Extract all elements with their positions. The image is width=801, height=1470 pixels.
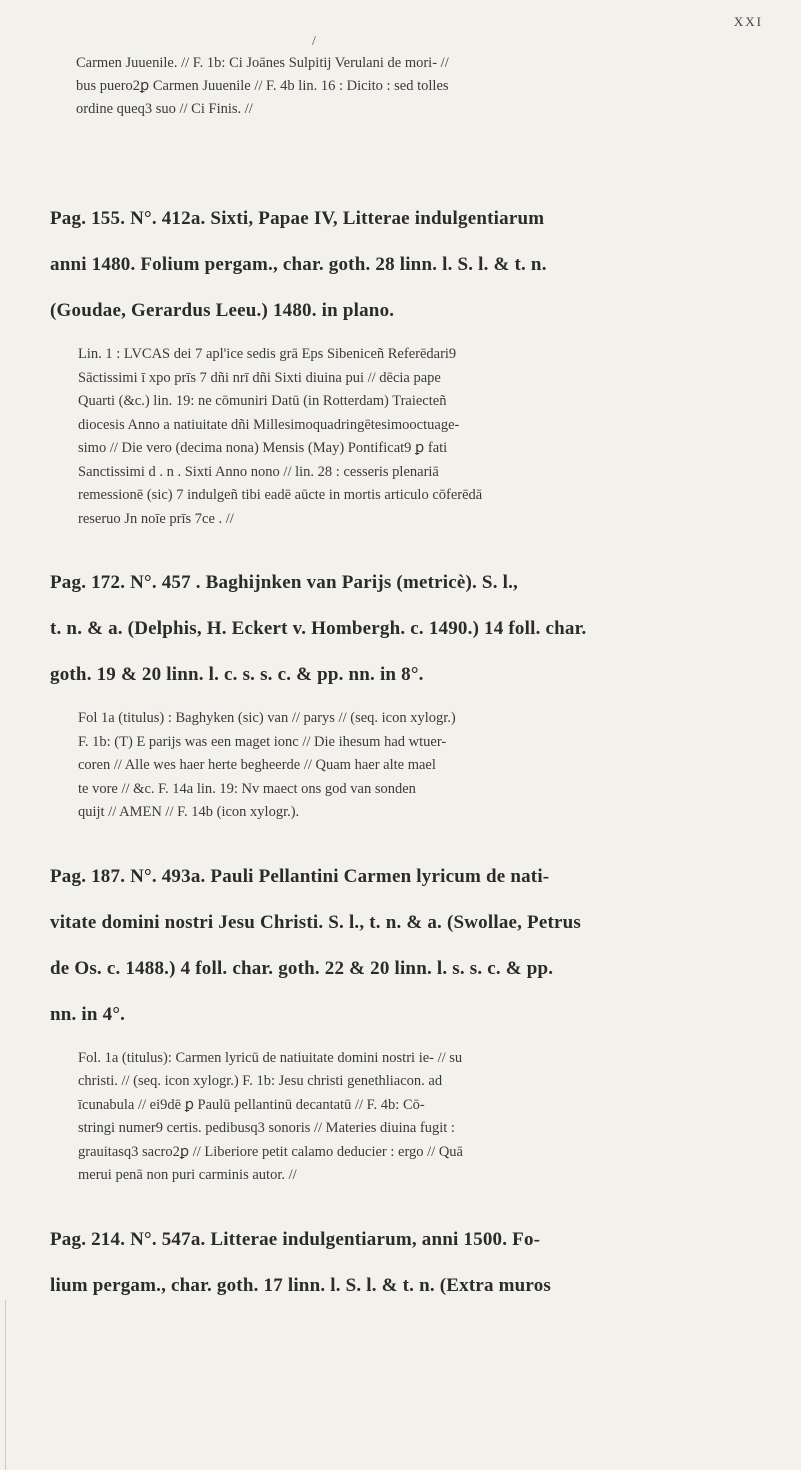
text-line: christi. // (seq. icon xylogr.) F. 1b: Jesu christi genethliacon. ad <box>78 1073 443 1089</box>
text-line: F. 1b: (T) E parijs was een maget ionc // Die ihesum had wtuer- <box>78 733 447 750</box>
text-line: stringi numer9 certis. pedibusq3 sonoris // Materies diuina fugit : <box>78 1120 455 1136</box>
text-line: bus puero2ꝑ Carmen Juuenile // F. 4b lin. 16 : Dicito : sed tolles <box>76 78 449 94</box>
text-line: coren // Alle wes haer herte begheerde // Quam haer alte mael <box>78 757 436 773</box>
catalog-entries <box>50 186 770 1318</box>
text-line: te vore // &c. F. 14a lin. 19: Nv maect ons god van sonden <box>78 780 416 797</box>
text-line: simo // Die vero (decima nona) Mensis (May) Pontificat9 ꝑ fati <box>78 440 448 456</box>
text-line: Lin. 1 : LVCAS dei 7 apl'ice sedis grā Eps Sibeniceñ Referēdari9 <box>78 346 457 362</box>
text-line: Sanctissimi d . n . Sixti Anno nono // lin. 28 : cesseris plenariā <box>78 463 439 480</box>
catalog-entry <box>50 1226 770 1299</box>
text-line: ordine queq3 suo // Ci Finis. // <box>76 101 253 117</box>
text-line: diocesis Anno a natiuitate dñi Millesimoquadringētesimooctuage- <box>78 416 460 433</box>
entry-heading <box>50 1226 770 1299</box>
heading-line: (Goudae, Gerardus Leeu.) 1480. in plano. <box>50 300 395 321</box>
heading-line: Pag. 214. N°. 547a. Litterae indulgentiarum, anni 1500. Fo- <box>50 1228 541 1250</box>
catalog-entry <box>50 205 770 531</box>
text-line: merui penā non puri carminis autor. // <box>78 1167 297 1183</box>
heading-line: Pag. 172. N°. 457 . Baghijnken van Parijs (metricè). S. l., <box>50 572 518 593</box>
heading-line: de Os. c. 1488.) 4 foll. char. goth. 22 & 20 linn. l. s. s. c. & pp. <box>50 957 554 979</box>
text-line: Fol 1a (titulus) : Baghyken (sic) van // parys // (seq. icon xylogr.) <box>78 710 456 726</box>
heading-line: nn. in 4°. <box>50 1003 126 1025</box>
entry-heading <box>50 205 770 324</box>
heading-line: anni 1480. Folium pergam., char. goth. 28 linn. l. S. l. & t. n. <box>50 254 547 275</box>
margin-mark: / <box>312 34 316 49</box>
entry-heading <box>50 569 770 688</box>
heading-line: t. n. & a. (Delphis, H. Eckert v. Hombergh. c. 1490.) 14 foll. char. <box>50 618 587 639</box>
heading-line: goth. 19 & 20 linn. l. c. s. s. c. & pp. nn. in 8°. <box>50 664 424 685</box>
heading-line: lium pergam., char. goth. 17 linn. l. S. l. & t. n. (Extra muros <box>50 1274 552 1296</box>
entry-transcription <box>78 343 770 531</box>
entry-heading <box>50 863 770 1028</box>
catalog-entry <box>50 863 770 1188</box>
page-number: XXI <box>733 14 763 29</box>
text-line: īcunabula // ei9dē ꝑ Paulū pellantinū decantatū // F. 4b: Cō- <box>78 1096 425 1113</box>
entry-transcription <box>78 707 770 825</box>
continued-entry-text <box>76 52 766 121</box>
entry-transcription <box>78 1047 770 1188</box>
text-line: remessionē (sic) 7 indulgeñ tibi eadē aūcte in mortis articulo cōferēdā <box>78 487 483 503</box>
heading-line: vitate domini nostri Jesu Christi. S. l., t. n. & a. (Swollae, Petrus <box>50 911 582 933</box>
heading-line: Pag. 187. N°. 493a. Pauli Pellantini Carmen lyricum de nati- <box>50 865 550 887</box>
page-edge-shadow <box>5 1300 6 1470</box>
text-line: Sāctissimi ī xpo prīs 7 dñi nrī dñi Sixti diuina pui // dēcia pape <box>78 369 441 386</box>
heading-line: Pag. 155. N°. 412a. Sixti, Papae IV, Litterae indulgentiarum <box>50 208 545 229</box>
catalog-entry <box>50 569 770 825</box>
text-line: Carmen Juuenile. // F. 1b: Ci Joānes Sulpitij Verulani de mori- // <box>76 55 449 71</box>
text-line: Quarti (&c.) lin. 19: ne cōmuniri Datū (in Rotterdam) Traiecteñ <box>78 393 447 409</box>
text-line: reseruo Jn noīe prīs 7ce . // <box>78 510 234 527</box>
text-line: grauitasq3 sacro2ꝑ // Liberiore petit calamo deducier : ergo // Quā <box>78 1143 463 1160</box>
text-line: quijt // AMEN // F. 14b (icon xylogr.). <box>78 804 300 820</box>
text-line: Fol. 1a (titulus): Carmen lyricū de natiuitate domini nostri ie- // su <box>78 1049 463 1066</box>
